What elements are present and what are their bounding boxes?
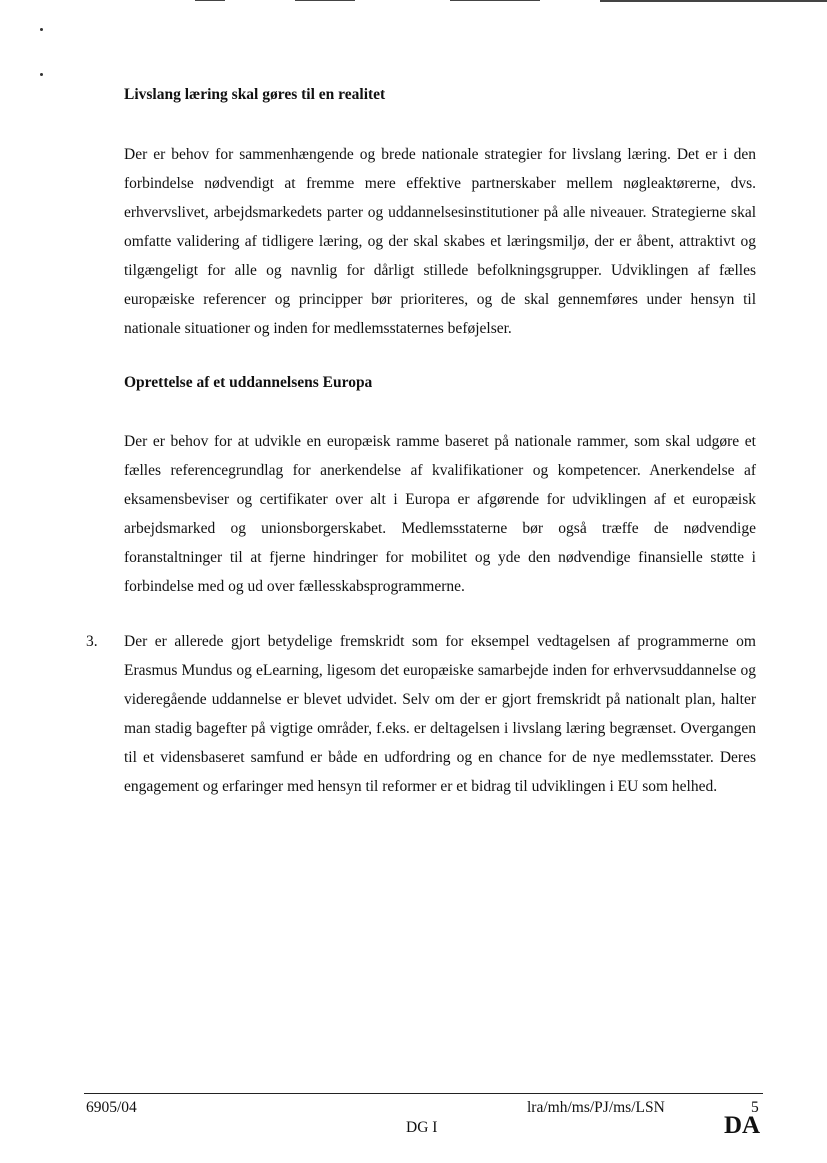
footer-dg: DG I xyxy=(406,1119,438,1136)
footer-doc-number: 6905/04 xyxy=(86,1099,137,1116)
scan-edge-line xyxy=(295,0,355,1)
scan-speck xyxy=(40,28,43,31)
section-paragraph-uddannelsens-europa: Der er behov for at udvikle en europæisk ramme baseret på nationale rammer, som skal udgøre et fælles referencegrundlag for anerkendelse af kvalifikationer og kompetencer. Anerkendelse af eksamensbeviser og certifikater over alt i Europa er afgørende for udviklingen af et europæisk arbejdsmarked og unionsborgerskabet. Medlemsstaterne bør også træffe de nødvendige foranstaltninger til at fjerne hindringer for mobilitet og yde den nødvendige finansielle støtte i forbindelse med og ud over fællesskabsprogrammerne. xyxy=(124,433,756,595)
footer-language-code: DA xyxy=(724,1112,761,1139)
footer-divider xyxy=(84,1093,763,1094)
scan-edge-line xyxy=(600,0,827,2)
section-heading-uddannelsens-europa: Oprettelse af et uddannelsens Europa xyxy=(124,374,373,391)
footer-page-number: 5 xyxy=(751,1099,759,1116)
scan-edge-line xyxy=(195,0,225,1)
scan-speck xyxy=(40,73,43,76)
scan-edge-line xyxy=(450,0,540,1)
footer-references: lra/mh/ms/PJ/ms/LSN xyxy=(527,1099,665,1116)
paragraph-number: 3. xyxy=(86,633,98,650)
section-paragraph-livslang: Der er behov for sammenhængende og brede nationale strategier for livslang læring. Det er i den forbindelse nødvendigt at fremme mere effektive partnerskaber mellem nøgleaktørerne, dvs. erhvervslivet, arbejdsmarkedets parter og uddannelsesinstitutioner på alle niveauer. Strategierne skal omfatte validering af tidligere læring, og der skal skabes et læringsmiljø, der er åbent, attraktivt og tilgængeligt for alle og navnlig for dårligt stillede befolkningsgrupper. Udviklingen af fælles europæiske referencer og principper bør prioriteres, og de skal gennemføres under hensyn til nationale situationer og inden for medlemsstaternes beføjelser. xyxy=(124,146,756,337)
numbered-paragraph-3: Der er allerede gjort betydelige fremskridt som for eksempel vedtagelsen af programmerne om Erasmus Mundus og eLearning, ligesom det europæiske samarbejde inden for erhvervsuddannelse og videregående uddannelse er blevet udvidet. Selv om der er gjort fremskridt på nationalt plan, halter man stadig bagefter på vigtige områder, f.eks. er deltagelsen i livslang læring begrænset. Overgangen til et vidensbaseret samfund er både en udfordring og en chance for de nye medlemsstater. Deres engagement og erfaringer med hensyn til reformer er et bidrag til udviklingen i EU som helhed. xyxy=(124,633,756,795)
section-heading-livslang: Livslang læring skal gøres til en realitet xyxy=(124,86,386,103)
